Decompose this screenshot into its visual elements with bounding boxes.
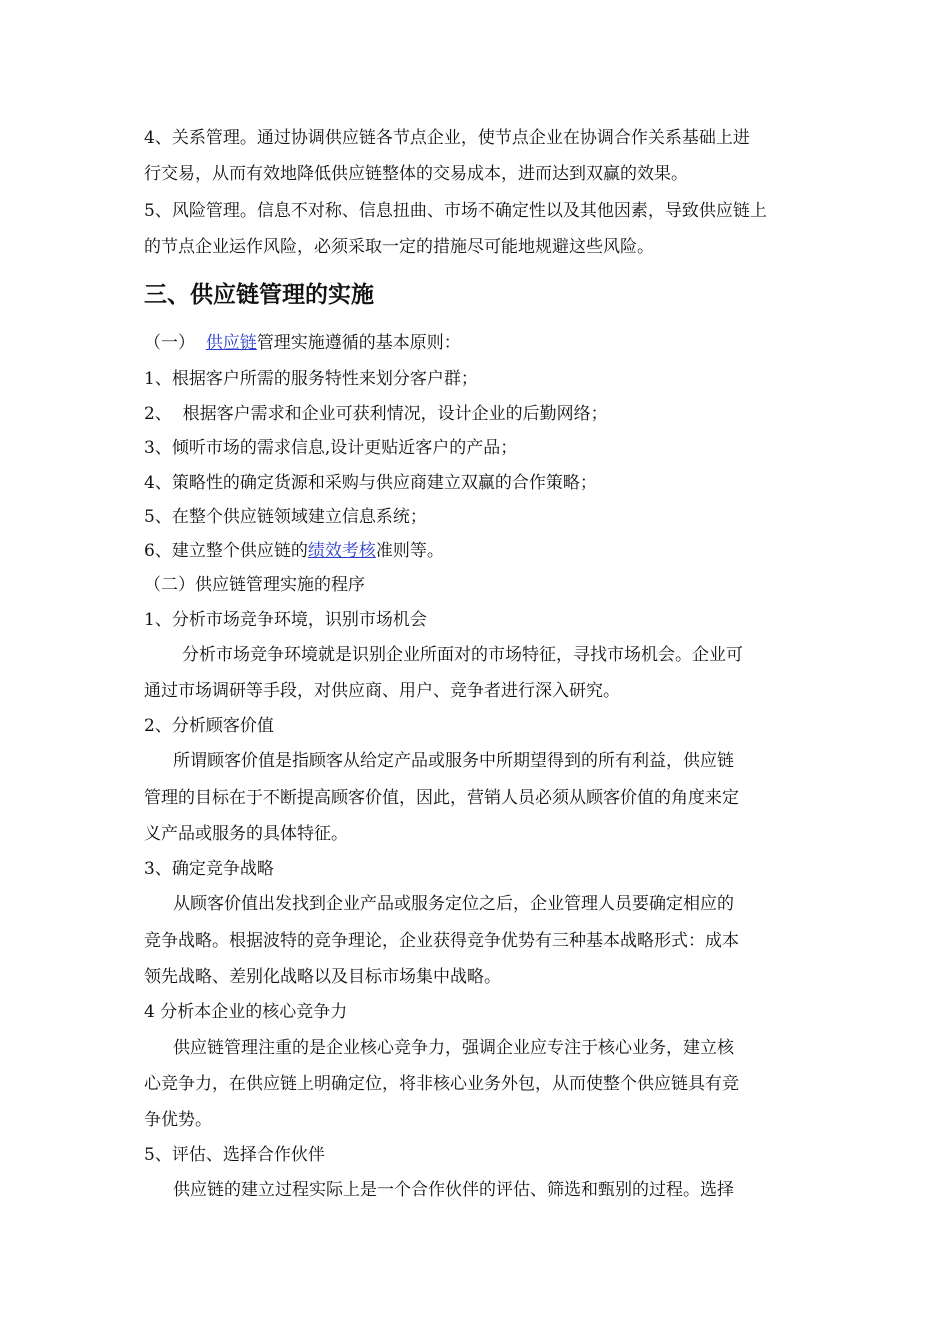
principle6-prefix: 6、建立整个供应链的 bbox=[144, 541, 308, 561]
principle6-suffix: 准则等。 bbox=[375, 541, 444, 561]
step5-title: 5、评估、选择合作伙伴 bbox=[144, 1145, 325, 1165]
step4-paragraph-line1: 供应链管理注重的是企业核心竞争力，强调企业应专注于核心业务，建立核 bbox=[173, 1038, 734, 1058]
principle-item: 2、 根据客户需求和企业可获利情况，设计企业的后勤网络； bbox=[144, 404, 608, 424]
step4-paragraph-line2: 心竞争力，在供应链上明确定位，将非核心业务外包，从而使整个供应链具有竞 bbox=[144, 1074, 739, 1094]
principle-item: 5、在整个供应链领域建立信息系统； bbox=[144, 507, 427, 527]
principle-item: 1、根据客户所需的服务特性来划分客户群； bbox=[144, 369, 478, 389]
section-heading: 三、供应链管理的实施 bbox=[144, 282, 374, 308]
step2-paragraph-line2: 管理的目标在于不断提高顾客价值，因此，营销人员必须从顾客价值的角度来定 bbox=[144, 788, 739, 808]
step2-paragraph-line3: 义产品或服务的具体特征。 bbox=[144, 824, 348, 844]
step4-paragraph-line3: 争优势。 bbox=[144, 1110, 212, 1130]
paragraph-item5-line1: 5、风险管理。信息不对称、信息扭曲、市场不确定性以及其他因素，导致供应链上 bbox=[144, 201, 767, 221]
step1-paragraph-line2: 通过市场调研等手段，对供应商、用户、竞争者进行深入研究。 bbox=[144, 681, 620, 701]
supply-chain-link[interactable]: 供应链 bbox=[205, 333, 257, 353]
step4-title: 4 分析本企业的核心竞争力 bbox=[144, 1002, 348, 1022]
principle-item: 4、策略性的确定货源和采购与供应商建立双赢的合作策略； bbox=[144, 473, 597, 493]
step2-title: 2、分析顾客价值 bbox=[144, 716, 274, 736]
step1-paragraph-line1: 分析市场竞争环境就是识别企业所面对的市场特征，寻找市场机会。企业可 bbox=[182, 645, 743, 665]
subheading-procedure: （二）供应链管理实施的程序 bbox=[144, 575, 365, 595]
subheading-principles-prefix: （一） bbox=[144, 333, 206, 353]
step3-title: 3、确定竞争战略 bbox=[144, 859, 274, 879]
principle-item-6 bbox=[144, 539, 814, 563]
principle-item: 3、倾听市场的需求信息,设计更贴近客户的产品； bbox=[144, 438, 518, 458]
paragraph-item4-line2: 行交易，从而有效地降低供应链整体的交易成本，进而达到双赢的效果。 bbox=[144, 164, 688, 184]
step3-paragraph-line2: 竞争战略。根据波特的竞争理论，企业获得竞争优势有三种基本战略形式：成本 bbox=[144, 931, 739, 951]
step5-paragraph-line1: 供应链的建立过程实际上是一个合作伙伴的评估、筛选和甄别的过程。选择 bbox=[173, 1180, 734, 1200]
step2-paragraph-line1: 所谓顾客价值是指顾客从给定产品或服务中所期望得到的所有利益，供应链 bbox=[173, 751, 734, 771]
step3-paragraph-line3: 领先战略、差别化战略以及目标市场集中战略。 bbox=[144, 967, 501, 987]
performance-appraisal-link[interactable]: 绩效考核 bbox=[307, 541, 376, 561]
subheading-principles-suffix: 管理实施遵循的基本原则： bbox=[256, 333, 461, 353]
step3-paragraph-line1: 从顾客价值出发找到企业产品或服务定位之后，企业管理人员要确定相应的 bbox=[173, 894, 734, 914]
paragraph-item4-line1: 4、关系管理。通过协调供应链各节点企业，使节点企业在协调合作关系基础上进 bbox=[144, 128, 750, 148]
subheading-principles bbox=[144, 331, 814, 355]
paragraph-item5-line2: 的节点企业运作风险，必须采取一定的措施尽可能地规避这些风险。 bbox=[144, 237, 654, 257]
step1-title: 1、分析市场竞争环境，识别市场机会 bbox=[144, 610, 427, 630]
